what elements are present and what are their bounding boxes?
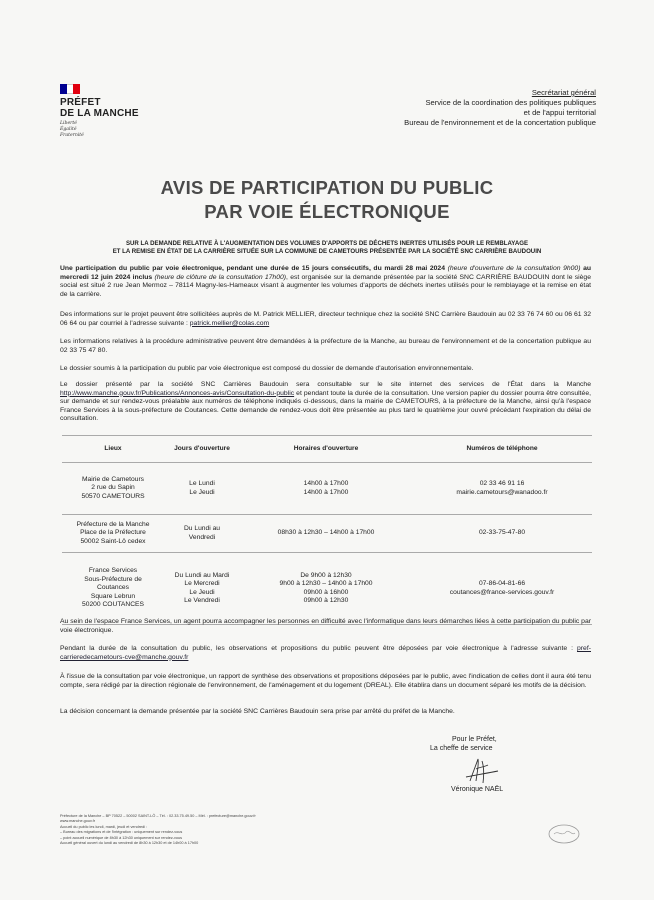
p5-text-a: Le dossier présenté par la société SNC Carrières Baudouin sera consultable sur le site internet des services de l'État dans la Manche xyxy=(60,381,591,388)
paragraph-france-services: Au sein de l'espace France Services, un agent pourra accompagner les personnes en difficulté avec l'informatique dans leurs démarches liées à cette participation du public par voie électronique. xyxy=(60,618,591,634)
header-days: Jours d'ouverture xyxy=(164,436,240,463)
header-hours: Horaires d'ouverture xyxy=(240,436,412,463)
p1-end-date: au mercredi 12 juin 2024 inclus xyxy=(60,265,592,281)
hours-line: 9h00 à 12h30 – 14h00 à 17h00 xyxy=(279,580,373,588)
place-line: 2 rue du Sapin xyxy=(91,484,135,492)
footer-address: Préfecture de la Manche – BP 70522 – 50002 SAINT-LÔ – Tél. : 02.33.75.49.50 – Mél. : prefecture@manche.gouv.fr xyxy=(60,814,256,818)
hours-cell xyxy=(240,463,412,515)
footer-hours-title: Accueil du public les lundi, mardi, jeudi et vendredi : xyxy=(60,824,148,829)
motto-liberte: Liberté xyxy=(60,121,77,126)
page-footer xyxy=(60,814,360,846)
motto-egalite: Égalité xyxy=(60,127,77,132)
paragraph-submission xyxy=(60,645,591,662)
day-line: Le Jeudi xyxy=(189,488,215,496)
contact-cell xyxy=(412,515,592,553)
days-cell xyxy=(164,553,240,625)
handwritten-signature-icon xyxy=(462,755,502,785)
subtitle-line2: ET LA REMISE EN ÉTAT DE LA CARRIÈRE SITUÉE SUR LA COMMUNE DE CAMETOURS PRÉSENTÉE PAR LA SOCIÉTÉ SNC CARRIÈRE BAUDOUIN xyxy=(112,248,542,255)
hours-line: 09h00 à 16h00 xyxy=(303,588,349,596)
paragraph-consultation-dates xyxy=(60,265,591,299)
logo-line1: PRÉFET xyxy=(60,97,101,108)
phone-number: 02 33 46 91 16 xyxy=(479,480,525,488)
logo-line2: DE LA MANCHE xyxy=(60,108,139,119)
service-line1: Service de la coordination des politiques publiques xyxy=(425,98,596,107)
table-row xyxy=(62,515,592,553)
place-line: 50200 COUTANCES xyxy=(82,601,144,609)
subtitle-line1: SUR LA DEMANDE RELATIVE À L'AUGMENTATION DES VOLUMES D'APPORTS DE DÉCHETS INERTES UTILISÉS POUR LE REMBLAYAGE xyxy=(125,240,529,247)
place-line: Sous-Préfecture de xyxy=(84,575,142,583)
day-line: Le Lundi xyxy=(189,480,215,488)
title-line2: PAR VOIE ÉLECTRONIQUE xyxy=(204,201,450,222)
signatory-name: Véronique NAËL xyxy=(451,786,504,793)
day-line: Vendredi xyxy=(188,533,216,541)
contact-email[interactable]: mairie.cametours@wanadoo.fr xyxy=(456,488,548,496)
notice-subtitle xyxy=(56,240,598,256)
contact-email[interactable]: coutances@france-services.gouv.fr xyxy=(449,588,555,596)
title-line1: AVIS DE PARTICIPATION DU PUBLIC xyxy=(160,177,494,198)
p1-closing-time: (heure de clôture de la consultation 17h00) xyxy=(154,273,287,281)
republic-flag-icon xyxy=(60,84,80,94)
hours-line: 14h00 à 17h00 xyxy=(303,488,349,496)
table-header-row xyxy=(62,436,592,463)
contact-email-link[interactable]: patrick.mellier@colas.com xyxy=(189,319,270,327)
contact-cell xyxy=(412,463,592,515)
place-line: Square Lebrun xyxy=(90,592,136,600)
header-places: Lieux xyxy=(62,436,164,463)
p7-text: Pendant la durée de la consultation du public, les observations et propositions du public peuvent être déposées par voie électronique à l'adresse suivante : xyxy=(60,645,574,652)
signature-block xyxy=(430,735,497,753)
footer-hours-line: – point accueil numérique de 8h30 à 12h30 uniquement sur rendez-vous xyxy=(60,835,183,840)
place-line: Place de la Préfecture xyxy=(80,529,146,537)
hours-line: 08h30 à 12h30 – 14h00 à 17h00 xyxy=(277,529,375,537)
bureau-line: Bureau de l'environnement et de la concertation publique xyxy=(404,118,596,127)
place-cell xyxy=(62,515,164,553)
hours-cell xyxy=(240,553,412,625)
prefet-logo xyxy=(60,84,139,139)
paragraph-dossier-availability xyxy=(60,381,591,424)
table-row xyxy=(62,463,592,515)
place-line: 50570 CAMETOURS xyxy=(81,492,145,500)
place-line: Coutances xyxy=(97,584,129,592)
contact-cell xyxy=(412,553,592,625)
footer-hours-line: Accueil général ouvert du lundi au vendredi de 8h30 à 12h30 et de 14h00 à 17h00 xyxy=(60,841,199,846)
days-cell xyxy=(164,515,240,553)
signature-line2: La cheffe de service xyxy=(430,745,493,752)
paragraph-dossier: Le dossier soumis à la participation du public par voie électronique est composé du dossier de demande d'autorisation environnementale. xyxy=(60,365,474,372)
footer-hours-line: – Bureau des migrations et de l'intégration : uniquement sur rendez-vous xyxy=(60,830,183,835)
service-line2: et de l'appui territorial xyxy=(523,108,596,117)
hours-line: 09h00 à 12h30 xyxy=(303,596,349,604)
hours-line: De 9h00 à 12h30 xyxy=(300,571,352,579)
p1-rest: , est organisée sur la demande présentée par la société SNC CARRIÈRE BAUDOUIN dont le siège social est situé 2 rue Jean Mermoz – 78114 Magny-les-Hameaux visant à augmenter les volumes d'apports de déchets inertes utilisés pour le remblayage et la remise en état de la carrière. xyxy=(60,273,591,298)
p1-opening-time: (heure d'ouverture de la consultation 9h00) xyxy=(447,265,581,272)
place-line: 50002 Saint-Lô cedex xyxy=(80,537,146,545)
hours-line: 14h00 à 17h00 xyxy=(303,480,349,488)
phone-number: 07-86-04-81-66 xyxy=(478,580,526,588)
signature-line1: Pour le Préfet, xyxy=(452,736,497,743)
paragraph-decision: La décision concernant la demande présentée par la société SNC Carrières Baudouin sera prise par arrêté du préfet de la Manche. xyxy=(60,708,455,715)
paragraph-synthesis: À l'issue de la consultation par voie électronique, un rapport de synthèse des observations et propositions déposées par le public, avec l'indication de celles dont il aura été tenu compte, sera rédigé par la direction régionale de l'environnement, de l'aménagement et du logement (DREAL). Elle établira dans un document séparé les motifs de la décision. xyxy=(60,673,591,689)
days-cell xyxy=(164,463,240,515)
place-cell xyxy=(62,553,164,625)
day-line: Le Mercredi xyxy=(184,580,220,588)
reception-stamp-icon xyxy=(546,822,582,846)
submission-email-link[interactable]: pref-carrieredecametours-cve@manche.gouv.fr xyxy=(60,645,591,661)
motto-fraternite: Fraternité xyxy=(60,133,84,138)
opening-hours-table xyxy=(62,435,592,625)
issuing-service xyxy=(404,88,596,128)
secretariat-label: Secrétariat général xyxy=(531,88,596,97)
day-line: Du Lundi au Mardi xyxy=(174,571,230,579)
day-line: Le Vendredi xyxy=(184,596,220,604)
table-row xyxy=(62,553,592,625)
place-line: France Services xyxy=(88,567,138,575)
header-phone: Numéros de téléphone xyxy=(412,436,592,463)
notice-title xyxy=(0,176,654,224)
paragraph-admin-info: Les informations relatives à la procédure administrative peuvent être demandées à la préfecture de la Manche, au bureau de l'environnement et de la concertation publique au 02 33 75 47 80. xyxy=(60,338,591,354)
p1-bold: Une participation du public par voie électronique, pendant une durée de 15 jours consécutifs, du mardi 28 mai 2024 xyxy=(60,265,445,272)
hours-cell xyxy=(240,515,412,553)
footer-website[interactable]: www.manche.gouv.fr xyxy=(60,819,95,824)
day-line: Le Jeudi xyxy=(189,588,215,596)
p2-text: Des informations sur le projet peuvent être sollicitées auprès de M. Patrick MELLIER, directeur technique chez la société SNC Carrière Baudouin au 02 33 76 74 60 ou 06 61 32 06 64 ou par courriel à l'adresse suivante : xyxy=(60,311,591,327)
day-line: Du Lundi au xyxy=(183,525,221,533)
phone-number: 02-33-75-47-80 xyxy=(478,529,526,537)
place-line: Préfecture de la Manche xyxy=(76,520,150,528)
consultation-website-link[interactable]: http://www.manche.gouv.fr/Publications/Annonces-avis/Consultation-du-public xyxy=(60,389,295,397)
logo-motto xyxy=(60,121,139,139)
place-cell xyxy=(62,463,164,515)
place-line: Mairie de Cametours xyxy=(81,475,145,483)
paragraph-info-contact xyxy=(60,311,591,328)
p5-text-b: et pendant toute la durée de la consultation. Une version papier du dossier pourra être consultée, sur demande et sur rendez-vous préalable aux numéros de téléphone indiqués ci-dessous, dans la mairie de CAMETOURS, à la préfecture de la Manche, ainsi qu'à l'espace France Services à la sous-préfecture de Coutances. Cette demande de rendez-vous doit être présentée au plus tard le quatrième jour ouvré précédant l'expiration du délai de consultation. xyxy=(60,389,591,423)
